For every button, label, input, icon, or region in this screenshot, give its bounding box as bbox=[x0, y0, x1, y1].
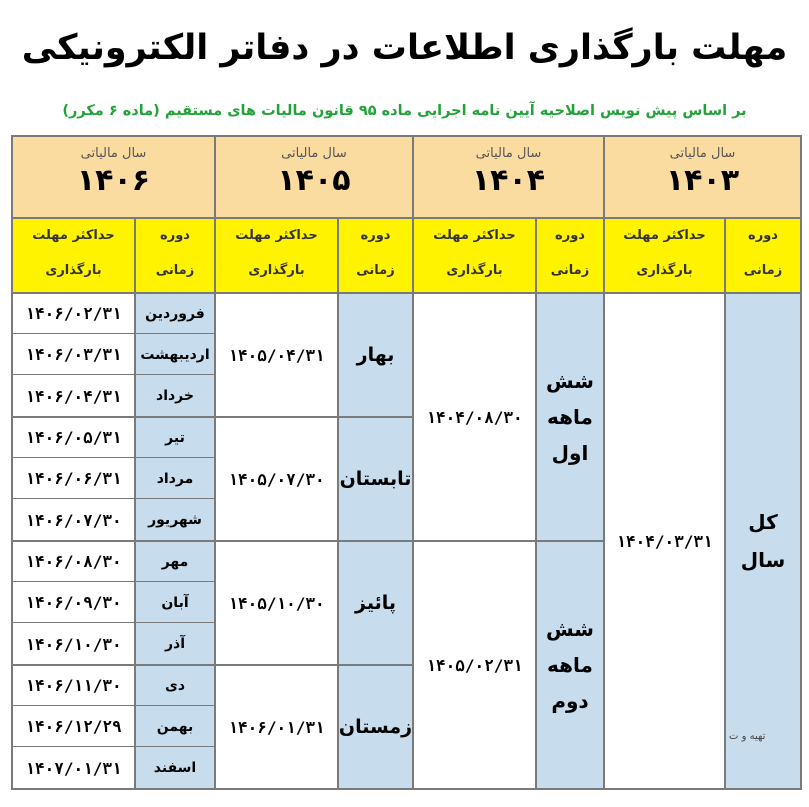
month-cell: مرداد bbox=[156, 470, 194, 487]
header-period: دوره زمانی bbox=[338, 218, 413, 293]
year-value: ۱۴۰۴ bbox=[471, 163, 546, 198]
season-summer: تابستان bbox=[339, 468, 412, 490]
page-title: مهلت بارگذاری اطلاعات در دفاتر الکترونیکی bbox=[21, 28, 788, 68]
header-period: دوره زمانی bbox=[135, 218, 215, 293]
year-value: ۱۴۰۶ bbox=[76, 163, 151, 198]
year-header-1403 bbox=[604, 136, 801, 218]
grid-line bbox=[215, 664, 413, 666]
grid-line bbox=[12, 540, 215, 542]
header-deadline: حداکثر مهلت بارگذاری bbox=[604, 218, 725, 293]
grid-line bbox=[12, 333, 215, 334]
month-cell: خرداد bbox=[156, 388, 194, 404]
grid-line bbox=[11, 135, 802, 137]
month-deadline: ۱۴۰۶/۰۴/۳۱ bbox=[25, 386, 122, 406]
grid-line bbox=[12, 581, 215, 582]
year-value: ۱۴۰۵ bbox=[277, 163, 351, 198]
year-label: سال مالیاتی bbox=[669, 146, 736, 161]
month-deadline: ۱۴۰۶/۱۰/۳۰ bbox=[25, 634, 122, 654]
year-label: سال مالیاتی bbox=[80, 146, 147, 161]
month-cell: دی bbox=[164, 677, 185, 694]
month-cell: اسفند bbox=[153, 760, 197, 776]
season-autumn: پائیز bbox=[355, 592, 396, 614]
month-deadline: ۱۴۰۶/۰۲/۳۱ bbox=[25, 304, 122, 323]
grid-line bbox=[12, 498, 215, 499]
grid-line bbox=[215, 540, 413, 542]
header-deadline: حداکثر مهلت بارگذاری bbox=[12, 218, 135, 293]
grid-line bbox=[603, 135, 605, 790]
grid-line bbox=[413, 540, 604, 542]
header-deadline: حداکثر مهلت بارگذاری bbox=[215, 218, 338, 293]
year-header-1405 bbox=[215, 136, 413, 218]
period-full-year: کل سال bbox=[740, 510, 786, 572]
month-deadline: ۱۴۰۶/۱۲/۲۹ bbox=[25, 717, 122, 736]
month-deadline: ۱۴۰۶/۰۹/۳۰ bbox=[25, 593, 122, 612]
header-period: دوره زمانی bbox=[725, 218, 801, 293]
month-cell: آبان bbox=[161, 594, 189, 611]
month-cell: اردیبهشت bbox=[140, 346, 210, 363]
deadline-1404-h1: ۱۴۰۴/۰۸/۳۰ bbox=[426, 407, 523, 427]
grid-line bbox=[11, 292, 802, 294]
grid-line bbox=[724, 217, 726, 790]
month-deadline: ۱۴۰۶/۰۶/۳۱ bbox=[25, 469, 122, 488]
month-cell: مهر bbox=[161, 553, 189, 570]
season-winter: زمستان bbox=[338, 716, 413, 738]
grid-line bbox=[12, 622, 215, 623]
grid-line bbox=[412, 135, 414, 790]
watermark-text: تهیه و ت bbox=[729, 731, 766, 742]
deadline-1404-h2: ۱۴۰۵/۰۲/۳۱ bbox=[426, 655, 523, 675]
grid-line bbox=[11, 788, 802, 790]
month-cell: آذر bbox=[164, 636, 186, 652]
grid-line bbox=[337, 217, 339, 790]
year-header-1406 bbox=[12, 136, 215, 218]
month-deadline: ۱۴۰۶/۰۸/۳۰ bbox=[25, 552, 122, 571]
month-cell: تیر bbox=[165, 429, 185, 446]
page-subtitle: بر اساس پیش نویس اصلاحیه آیین نامه اجرایی ماده ۹۵ قانون مالیات های مستقیم (ماده ۶ مکرر) bbox=[62, 103, 747, 119]
deadline-1405-q1: ۱۴۰۵/۰۴/۳۱ bbox=[228, 345, 325, 365]
grid-line bbox=[12, 746, 215, 747]
season-spring: بهار bbox=[356, 344, 395, 366]
year-header-1404 bbox=[413, 136, 604, 218]
deadline-1405-q4: ۱۴۰۶/۰۱/۳۱ bbox=[228, 717, 325, 737]
deadline-1403: ۱۴۰۴/۰۳/۳۱ bbox=[616, 531, 713, 551]
deadline-1405-q2: ۱۴۰۵/۰۷/۳۰ bbox=[228, 469, 325, 489]
grid-line bbox=[214, 135, 216, 790]
period-first-half: شش ماهه اول bbox=[546, 369, 594, 465]
month-deadline: ۱۴۰۶/۱۱/۳۰ bbox=[25, 676, 122, 695]
header-period: دوره زمانی bbox=[536, 218, 604, 293]
header-deadline: حداکثر مهلت بارگذاری bbox=[413, 218, 536, 293]
year-value: ۱۴۰۳ bbox=[665, 163, 740, 198]
grid-line bbox=[12, 705, 215, 706]
grid-line bbox=[800, 135, 802, 790]
month-cell: فروردین bbox=[145, 305, 205, 322]
grid-line bbox=[535, 217, 537, 790]
month-deadline: ۱۴۰۶/۰۵/۳۱ bbox=[25, 428, 122, 447]
month-deadline: ۱۴۰۷/۰۱/۳۱ bbox=[25, 758, 122, 778]
month-deadline: ۱۴۰۶/۰۳/۳۱ bbox=[25, 345, 122, 364]
grid-line bbox=[11, 217, 802, 219]
deadline-1405-q3: ۱۴۰۵/۱۰/۳۰ bbox=[228, 593, 325, 613]
grid-line bbox=[12, 416, 215, 418]
grid-line bbox=[12, 374, 215, 375]
period-second-half: شش ماهه دوم bbox=[546, 617, 594, 713]
grid-line bbox=[12, 457, 215, 458]
month-deadline: ۱۴۰۶/۰۷/۳۰ bbox=[25, 510, 122, 530]
grid-line bbox=[11, 135, 13, 790]
year-label: سال مالیاتی bbox=[281, 146, 347, 161]
grid-line bbox=[12, 664, 215, 666]
month-cell: بهمن bbox=[156, 718, 194, 735]
grid-line bbox=[215, 416, 413, 418]
year-label: سال مالیاتی bbox=[475, 146, 542, 161]
month-cell: شهریور bbox=[148, 512, 202, 528]
